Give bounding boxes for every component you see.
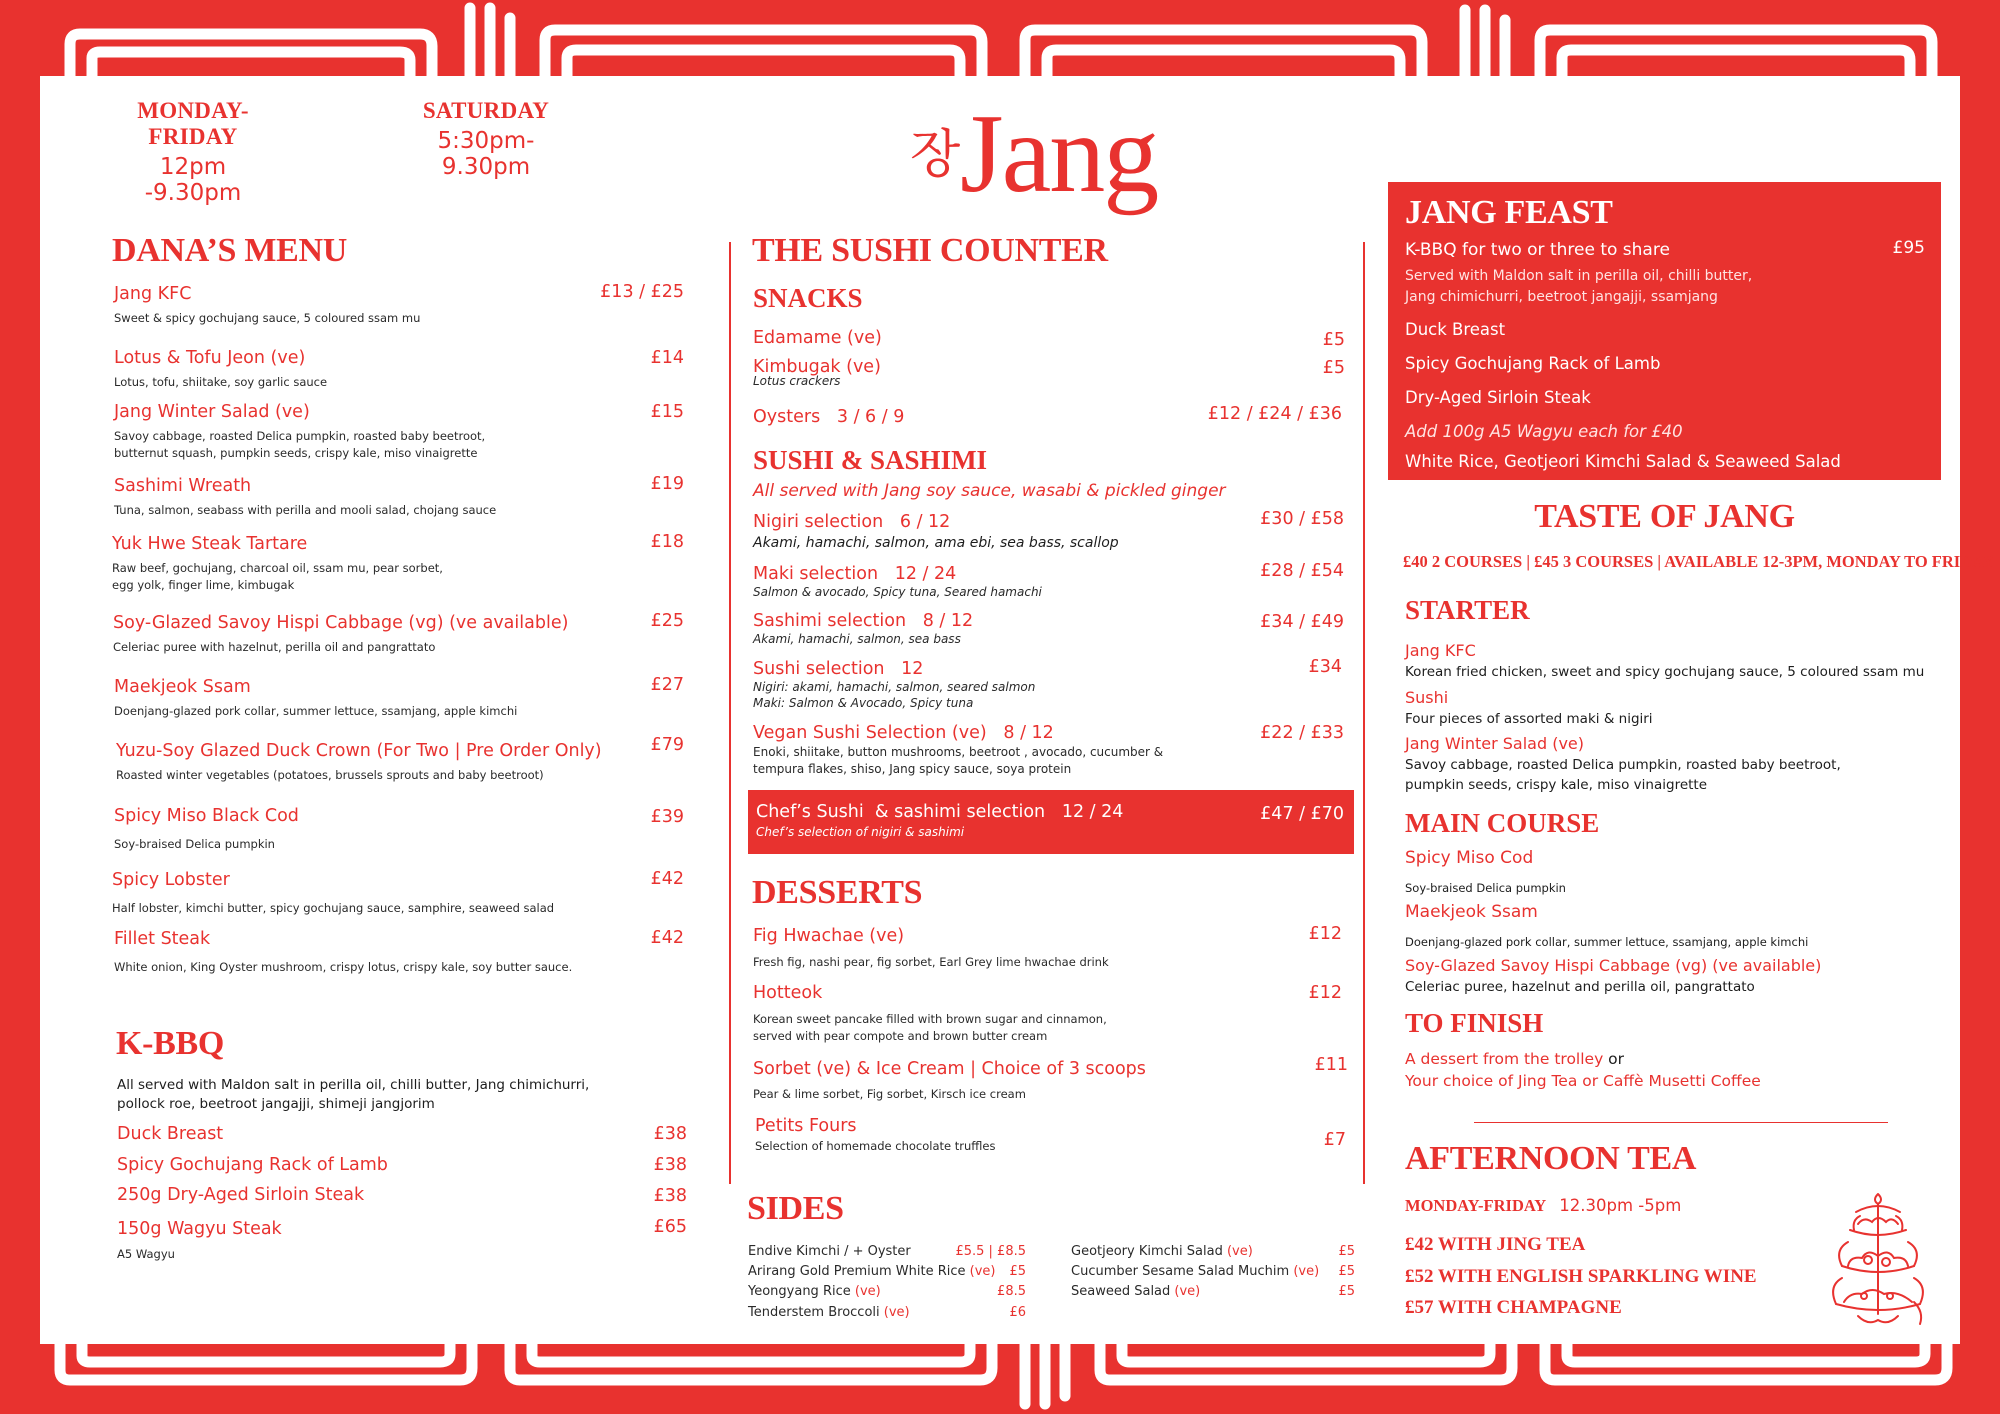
- chef-desc: Chef’s selection of nigiri & sashimi: [756, 825, 965, 839]
- finish-dessert: A dessert from the trolley: [1405, 1050, 1604, 1068]
- sushi-desc: Nigiri: akami, hamachi, salmon, seared salmon Maki: Salmon & Avocado, Spicy tuna: [753, 680, 1036, 710]
- item-name: Jang Winter Salad (ve): [1405, 734, 1584, 753]
- feast-addon: Add 100g A5 Wagyu each for £40: [1405, 422, 1683, 441]
- item-price: £79: [650, 735, 684, 755]
- menu-item: [114, 284, 674, 327]
- snacks-title: SNACKS: [753, 283, 863, 313]
- side-price: £8.5: [997, 1284, 1026, 1299]
- side-name: Tenderstem Broccoli: [748, 1305, 880, 1320]
- side-ve: (ve): [1174, 1284, 1201, 1299]
- taste-info: £40 2 COURSES | £45 3 COURSES | AVAILABLE 12-3PM, MONDAY TO FRIDAY: [1403, 552, 1995, 571]
- side-name: Endive Kimchi / + Oyster: [748, 1244, 911, 1259]
- side-name: Geotjeory Kimchi Salad: [1071, 1244, 1223, 1259]
- side-ve: (ve): [1293, 1264, 1320, 1279]
- tea-time: 12.30pm -5pm: [1559, 1196, 1682, 1215]
- side-item: [748, 1264, 996, 1279]
- item-name: Jang Winter Salad (ve): [114, 402, 310, 422]
- item-price: £42: [650, 928, 684, 948]
- kbbq-item-price: £38: [653, 1124, 687, 1144]
- item-desc: Savoy cabbage, roasted Delica pumpkin, roasted baby beetroot, butternut squash, pumpkin seeds, crispy kale, miso vinaigrette: [114, 429, 486, 460]
- item-name: Maekjeok Ssam: [1405, 902, 1538, 922]
- tea-option: £52 WITH ENGLISH SPARKLING WINE: [1405, 1266, 1757, 1287]
- item-price: £19: [650, 474, 684, 494]
- hours-weekday: [108, 98, 278, 206]
- side-item: [748, 1284, 881, 1299]
- item-desc: Fresh fig, nashi pear, fig sorbet, Earl Grey lime hwachae drink: [753, 955, 1109, 969]
- dessert-item: [753, 1059, 1313, 1103]
- menu-item: [114, 929, 674, 976]
- finish-drink: Your choice of Jing Tea or Caffè Musetti Coffee: [1405, 1072, 1761, 1090]
- item-name: Yuk Hwe Steak Tartare: [112, 534, 308, 554]
- item-name: Lotus & Tofu Jeon (ve): [114, 348, 306, 368]
- snack-desc: Lotus crackers: [753, 374, 841, 388]
- item-desc: Soy-braised Delica pumpkin: [114, 837, 275, 851]
- sushi-price: £22 / £33: [1260, 723, 1344, 743]
- item-name: Maekjeok Ssam: [114, 677, 251, 697]
- side-item: [1071, 1244, 1253, 1259]
- sushi-price: £34 / £49: [1260, 612, 1344, 632]
- top-pattern: [40, 0, 1960, 76]
- sushi-name: Vegan Sushi Selection (ve) 8 / 12: [753, 723, 1054, 743]
- snack-name: Oysters 3 / 6 / 9: [753, 407, 905, 427]
- jang-feast-box: [1388, 182, 1941, 480]
- feast-footer: White Rice, Geotjeori Kimchi Salad & Seaweed Salad: [1405, 452, 1841, 471]
- dessert-item: [753, 983, 1313, 1045]
- logo-hangul: 장: [910, 125, 961, 185]
- tea-hours: [1405, 1196, 1681, 1216]
- feast-price: £95: [1892, 238, 1925, 258]
- item-desc: Korean fried chicken, sweet and spicy gochujang sauce, 5 coloured ssam mu: [1405, 664, 1925, 680]
- taste-item: [1405, 902, 1945, 952]
- jang-logo: [910, 92, 1170, 226]
- side-item: [748, 1244, 911, 1259]
- taste-item: [1405, 641, 1945, 682]
- item-desc: Soy-braised Delica pumpkin: [1405, 881, 1566, 895]
- side-price: £5.5 | £8.5: [955, 1244, 1026, 1259]
- snack-price: £5: [1322, 330, 1345, 350]
- hours-time: 12pm -9.30pm: [144, 154, 242, 206]
- side-item: [1071, 1264, 1319, 1279]
- finish-line: [1405, 1050, 1624, 1068]
- side-price: £5: [1338, 1244, 1355, 1259]
- side-ve: (ve): [854, 1284, 881, 1299]
- menu-item: [114, 677, 674, 720]
- taste-item: [1405, 848, 1945, 898]
- item-desc: Selection of homemade chocolate truffles: [755, 1139, 996, 1153]
- item-name: Fillet Steak: [114, 929, 211, 949]
- item-price: £14: [650, 348, 684, 368]
- item-name: Soy-Glazed Savoy Hispi Cabbage (vg) (ve available): [113, 613, 569, 633]
- kbbq-item-name: Duck Breast: [117, 1124, 224, 1144]
- taste-item: [1405, 734, 1945, 795]
- sushi-name: Nigiri selection 6 / 12: [753, 512, 951, 532]
- item-price: £27: [650, 675, 684, 695]
- side-price: £6: [1009, 1305, 1026, 1320]
- snack-price: £12 / £24 / £36: [1207, 404, 1342, 424]
- side-price: £5: [1009, 1264, 1026, 1279]
- menu-item: [114, 402, 674, 462]
- kbbq-title: K-BBQ: [116, 1025, 225, 1062]
- item-price: £15: [650, 402, 684, 422]
- dessert-item: [753, 926, 1313, 971]
- divider-line: [1474, 1122, 1888, 1123]
- sushi-desc: Akami, hamachi, salmon, sea bass: [753, 632, 961, 646]
- hours-days: MONDAY-FRIDAY: [137, 98, 249, 149]
- item-price: £12: [1308, 924, 1342, 944]
- chef-name: Chef’s Sushi & sashimi selection 12 / 24: [756, 802, 1124, 822]
- tea-days: MONDAY-FRIDAY: [1405, 1196, 1547, 1215]
- to-finish-title: TO FINISH: [1405, 1008, 1544, 1038]
- sushi-desc: Akami, hamachi, salmon, ama ebi, sea bass, scallop: [753, 535, 1119, 551]
- tea-option: £57 WITH CHAMPAGNE: [1405, 1297, 1622, 1318]
- item-name: Yuzu-Soy Glazed Duck Crown (For Two | Pre Order Only): [116, 741, 602, 761]
- sushi-sashimi-title: SUSHI & SASHIMI: [753, 445, 988, 475]
- afternoon-tea-title: AFTERNOON TEA: [1405, 1140, 1697, 1177]
- item-desc: Lotus, tofu, shiitake, soy garlic sauce: [114, 375, 328, 389]
- item-name: Fig Hwachae (ve): [753, 926, 905, 946]
- item-name: Sorbet (ve) & Ice Cream | Choice of 3 scoops: [753, 1059, 1146, 1079]
- sides-title: SIDES: [747, 1190, 844, 1227]
- side-item: [748, 1305, 910, 1320]
- starter-title: STARTER: [1405, 595, 1530, 625]
- menu-item: [114, 806, 674, 853]
- side-price: £5: [1338, 1284, 1355, 1299]
- hours-saturday: [396, 98, 576, 180]
- menu-item: [114, 348, 674, 391]
- item-desc: Doenjang-glazed pork collar, summer lettuce, ssamjang, apple kimchi: [1405, 935, 1809, 949]
- side-name: Yeongyang Rice: [748, 1284, 851, 1299]
- item-price: £42: [650, 869, 684, 889]
- logo-wordmark: Jang: [960, 92, 1158, 216]
- hours-days: SATURDAY: [422, 98, 550, 123]
- side-ve: (ve): [969, 1264, 996, 1279]
- desserts-title: DESSERTS: [752, 874, 923, 911]
- kbbq-item-name: 150g Wagyu Steak: [117, 1219, 282, 1239]
- item-price: £7: [1323, 1130, 1346, 1150]
- item-name: Hotteok: [753, 983, 823, 1003]
- item-name: Spicy Miso Cod: [1405, 848, 1534, 868]
- side-name: Arirang Gold Premium White Rice: [748, 1264, 966, 1279]
- feast-item: Duck Breast: [1405, 320, 1506, 339]
- menu-item: [112, 534, 672, 594]
- menu-item: [112, 870, 672, 917]
- hours-time: 5:30pm-9.30pm: [437, 128, 535, 180]
- taste-item: [1405, 956, 1945, 997]
- item-desc: Savoy cabbage, roasted Delica pumpkin, roasted baby beetroot, pumpkin seeds, crispy kale, miso vinaigrette: [1405, 757, 1841, 793]
- tea-option: £42 WITH JING TEA: [1405, 1234, 1586, 1255]
- kbbq-item-price: £38: [653, 1186, 687, 1206]
- sushi-desc: Enoki, shiitake, button mushrooms, beetroot , avocado, cucumber & tempura flakes, shiso, Jang spicy sauce, soya protein: [753, 745, 1164, 776]
- item-name: Sushi: [1405, 688, 1449, 707]
- item-name: Jang KFC: [1405, 641, 1476, 660]
- side-ve: (ve): [1226, 1244, 1253, 1259]
- kbbq-item-name: 250g Dry-Aged Sirloin Steak: [117, 1185, 365, 1205]
- cake-stand-icon: [1828, 1190, 1928, 1330]
- chefs-selection-box: [748, 790, 1354, 854]
- feast-item: Spicy Gochujang Rack of Lamb: [1405, 354, 1661, 373]
- kbbq-item-price: £65: [653, 1217, 687, 1237]
- item-name: Soy-Glazed Savoy Hispi Cabbage (vg) (ve available): [1405, 956, 1822, 975]
- menu-item: [114, 476, 674, 519]
- item-desc: Sweet & spicy gochujang sauce, 5 coloured ssam mu: [114, 311, 421, 325]
- item-name: Jang KFC: [114, 284, 192, 304]
- sushi-price: £28 / £54: [1260, 561, 1344, 581]
- side-item: [1071, 1284, 1200, 1299]
- side-name: Cucumber Sesame Salad Muchim: [1071, 1264, 1290, 1279]
- item-price: £13 / £25: [600, 282, 684, 302]
- snack-name: Edamame (ve): [753, 328, 882, 348]
- side-ve: (ve): [883, 1305, 910, 1320]
- taste-item: [1405, 688, 1945, 729]
- sushi-price: £30 / £58: [1260, 509, 1344, 529]
- feast-title: JANG FEAST: [1405, 194, 1613, 231]
- sushi-name: Maki selection 12 / 24: [753, 564, 957, 584]
- item-desc: Doenjang-glazed pork collar, summer lettuce, ssamjang, apple kimchi: [114, 704, 518, 718]
- column-divider: [1363, 242, 1365, 1184]
- kbbq-item-price: £38: [653, 1155, 687, 1175]
- item-desc: Celeriac puree, hazelnut and perilla oil, pangrattato: [1405, 979, 1755, 995]
- feast-item: Dry-Aged Sirloin Steak: [1405, 388, 1591, 407]
- item-desc: Raw beef, gochujang, charcoal oil, ssam mu, pear sorbet, egg yolk, finger lime, kimbugak: [112, 561, 443, 592]
- item-desc: Half lobster, kimchi butter, spicy gochujang sauce, samphire, seaweed salad: [112, 901, 555, 915]
- sushi-note: All served with Jang soy sauce, wasabi & pickled ginger: [753, 481, 1226, 501]
- sushi-price: £34: [1308, 657, 1342, 677]
- taste-of-jang-title: TASTE OF JANG: [1534, 498, 1795, 535]
- kbbq-item-desc: A5 Wagyu: [117, 1247, 175, 1261]
- danas-menu-title: DANA’S MENU: [112, 232, 347, 269]
- item-name: Spicy Lobster: [112, 870, 230, 890]
- item-desc: White onion, King Oyster mushroom, crispy lotus, crispy kale, soy butter sauce.: [114, 960, 573, 974]
- menu-item: [113, 613, 673, 656]
- item-name: Spicy Miso Black Cod: [114, 806, 299, 826]
- sushi-counter-title: THE SUSHI COUNTER: [752, 232, 1108, 269]
- side-price: £5: [1338, 1264, 1355, 1279]
- chef-price: £47 / £70: [1260, 804, 1344, 824]
- snack-price: £5: [1322, 358, 1345, 378]
- feast-desc: Served with Maldon salt in perilla oil, chilli butter, Jang chimichurri, beetroot jangajji, ssamjang: [1405, 268, 1753, 305]
- column-divider: [729, 242, 731, 1184]
- item-name: Petits Fours: [755, 1116, 857, 1136]
- item-price: £25: [650, 611, 684, 631]
- sushi-desc: Salmon & avocado, Spicy tuna, Seared hamachi: [753, 585, 1042, 599]
- feast-subtitle: K-BBQ for two or three to share: [1405, 240, 1670, 260]
- item-desc: Celeriac puree with hazelnut, perilla oil and pangrattato: [113, 640, 436, 654]
- item-desc: Korean sweet pancake filled with brown sugar and cinnamon, served with pear compote and brown butter cream: [753, 1012, 1107, 1043]
- item-desc: Pear & lime sorbet, Fig sorbet, Kirsch ice cream: [753, 1087, 1026, 1101]
- sushi-name: Sashimi selection 8 / 12: [753, 611, 974, 631]
- item-price: £39: [650, 807, 684, 827]
- main-course-title: MAIN COURSE: [1405, 808, 1600, 838]
- item-price: £12: [1308, 983, 1342, 1003]
- sushi-name: Sushi selection 12: [753, 659, 924, 679]
- dessert-item: [755, 1116, 1315, 1155]
- snack-name: Kimbugak (ve): [753, 357, 881, 377]
- kbbq-intro: All served with Maldon salt in perilla oil, chilli butter, Jang chimichurri, pollock roe, beetroot jangajji, shimeji jangjorim: [117, 1077, 590, 1112]
- menu-item: [116, 741, 696, 784]
- kbbq-item-name: Spicy Gochujang Rack of Lamb: [117, 1155, 388, 1175]
- bottom-pattern: [40, 1344, 1960, 1414]
- item-desc: Four pieces of assorted maki & nigiri: [1405, 711, 1653, 727]
- item-name: Sashimi Wreath: [114, 476, 252, 496]
- side-name: Seaweed Salad: [1071, 1284, 1171, 1299]
- item-desc: Roasted winter vegetables (potatoes, brussels sprouts and baby beetroot): [116, 768, 544, 782]
- item-desc: Tuna, salmon, seabass with perilla and mooli salad, chojang sauce: [114, 503, 497, 517]
- item-price: £11: [1314, 1055, 1348, 1075]
- finish-or: or: [1603, 1050, 1625, 1068]
- item-price: £18: [650, 532, 684, 552]
